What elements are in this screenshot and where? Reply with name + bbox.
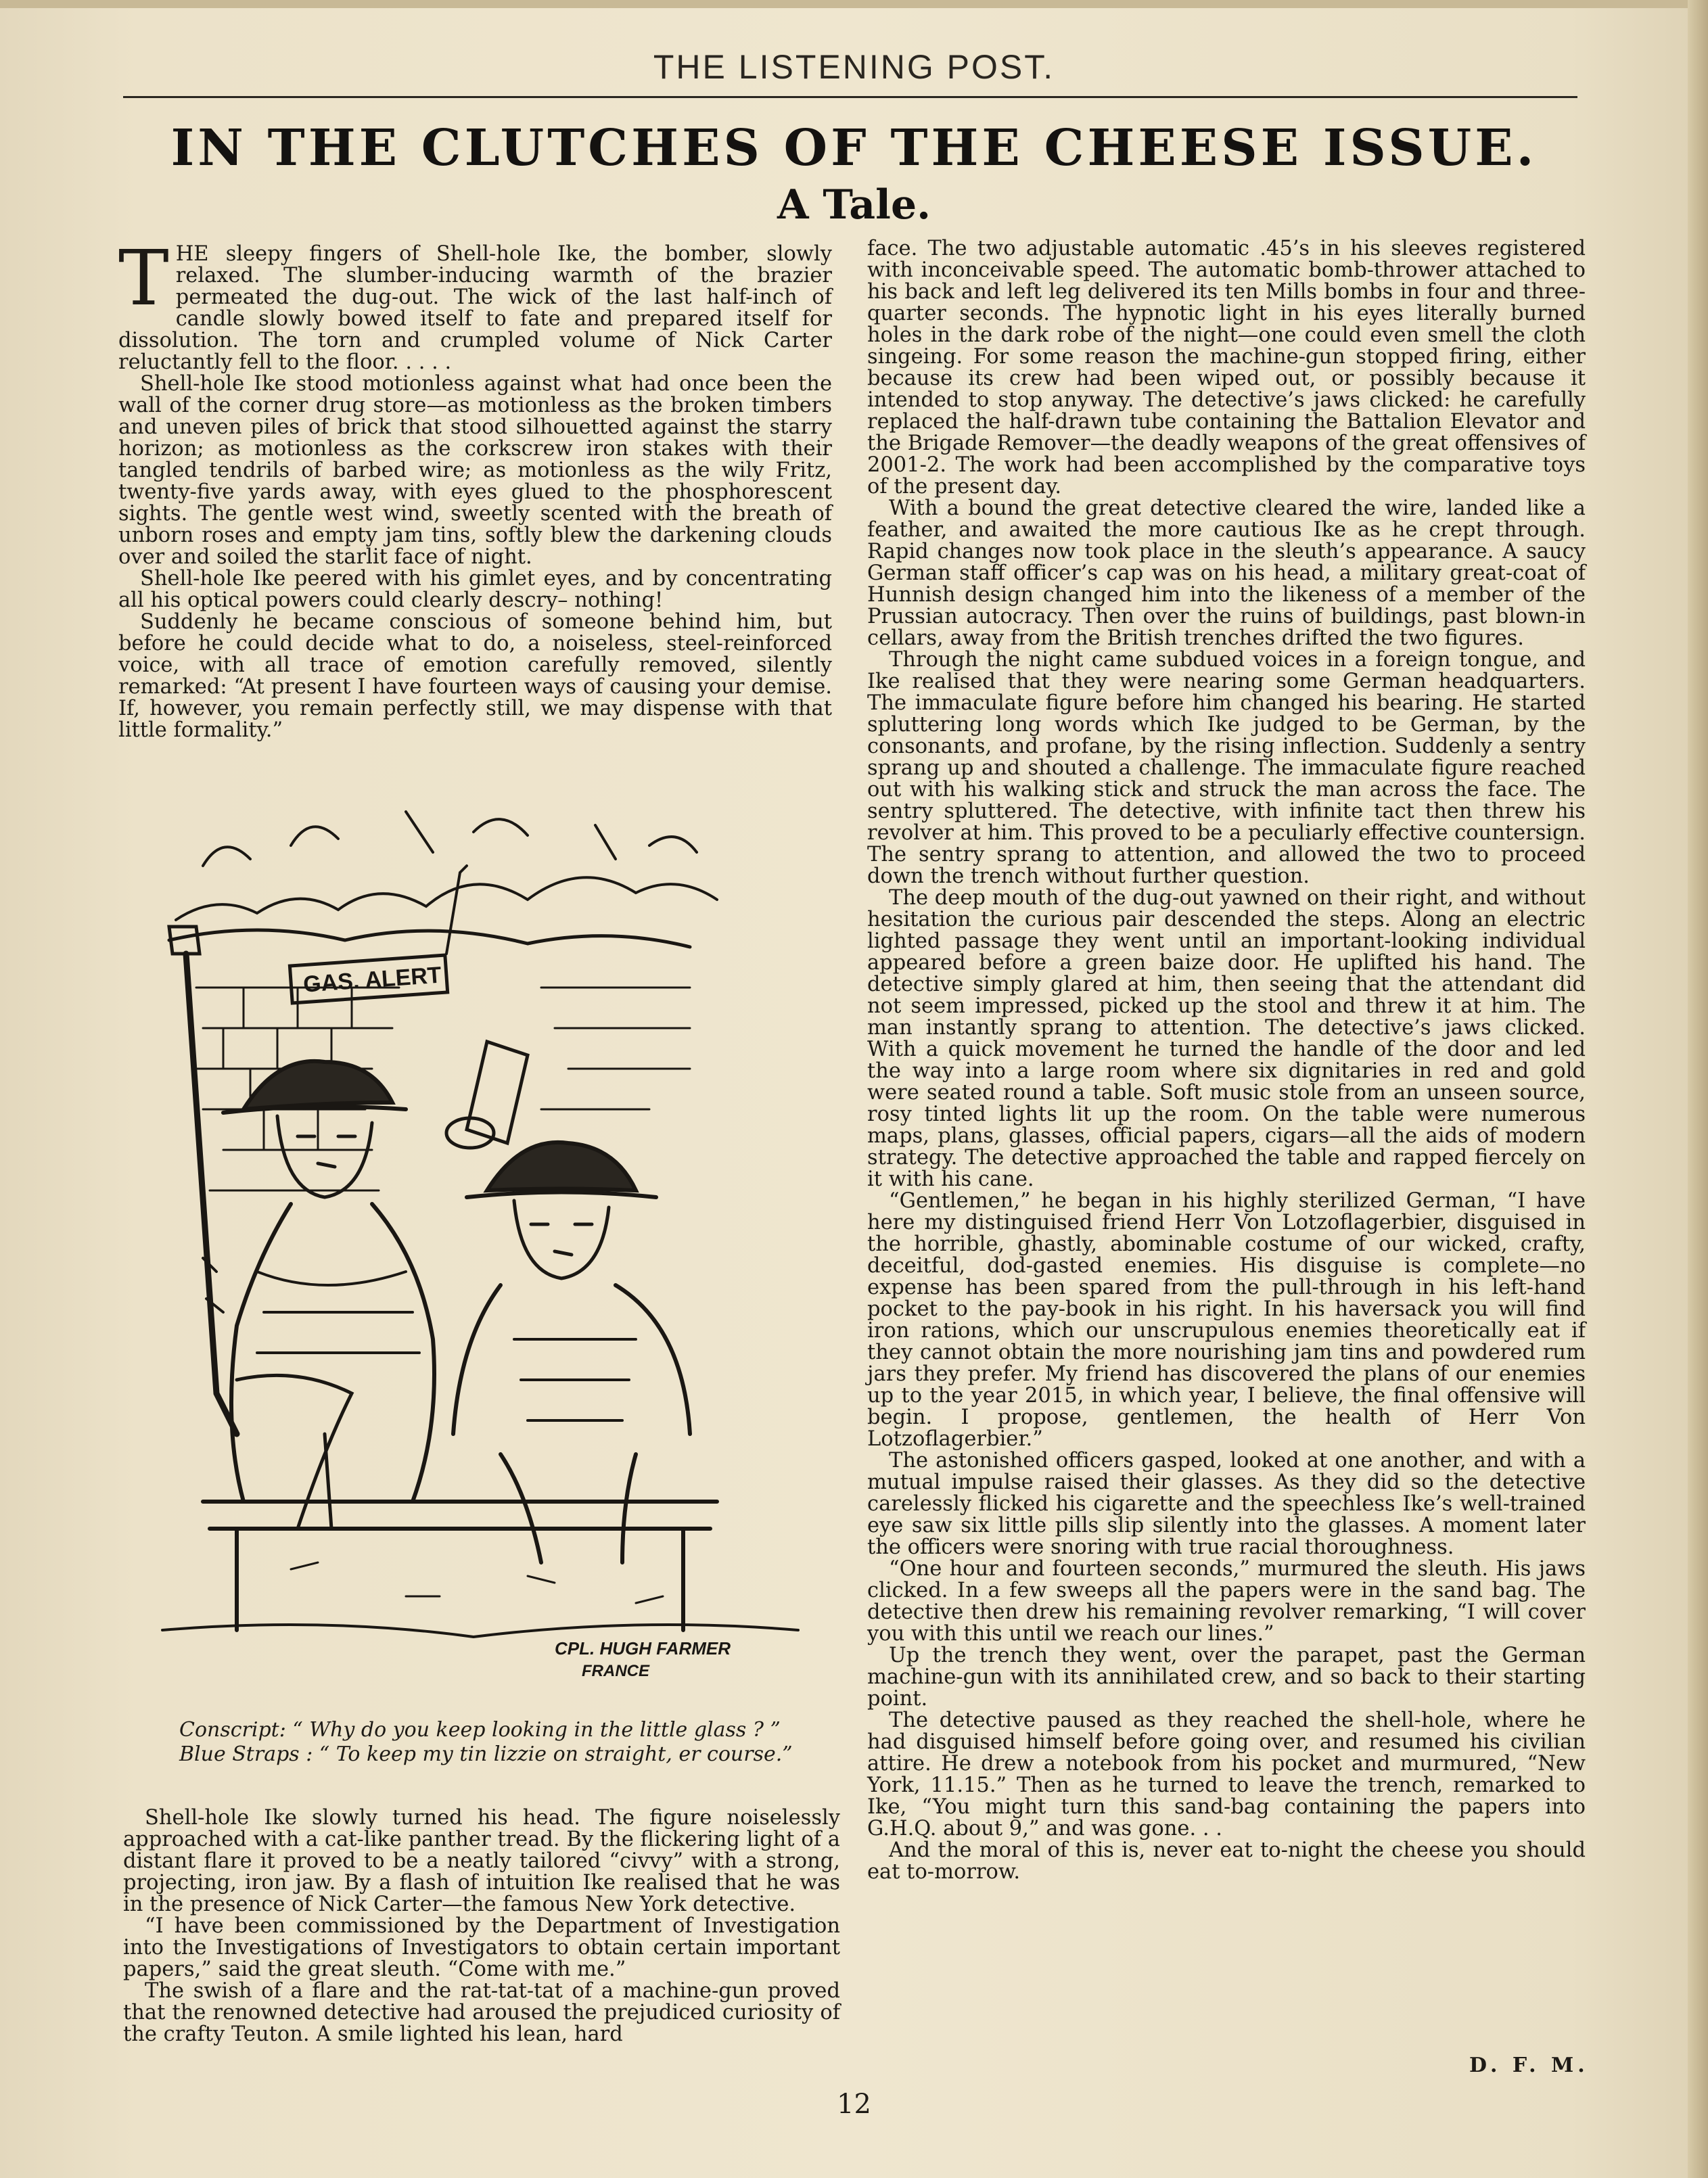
page-right-edge (1688, 0, 1708, 2178)
page-top-edge (0, 0, 1708, 8)
header-rule (123, 96, 1577, 98)
paragraph: The astonished officers gasped, looked at one another, and with a mutual impulse raised their glasses. As they did so the detective carelessly flicked his cigarette and the speechless Ike’s well-trained eye saw six little pills slip silently into the glasses. A moment later the officers were snoring with true racial thoroughness. (867, 1449, 1586, 1559)
left-column-top (118, 235, 832, 742)
article-title: IN THE CLUTCHES OF THE CHEESE ISSUE. (170, 119, 1538, 177)
paragraph: With a bound the great detective cleared the wire, landed like a feather, and awaited the more cautious Ike as he crept through. Rapid changes now took place in the sleuth’s appearance. A saucy German staff officer’s cap was on his head, a military great-coat of Hunnish design changed him into the likeness of a member of the Prussian autocracy. Then over the ruins of buildings, past blown-in cellars, away from the British trenches drifted the two figures. (867, 496, 1586, 650)
paragraph: The deep mouth of the dug-out yawned on their right, and without hesitation the curious pair descended the steps. Along an electric lighted passage they went until an important-looking individual appeared before a green baize door. He uplifted his hand. The detective simply glared at him, then seeing that the attendant did not seem impressed, picked up the stool and threw it at him. The man instantly sprang to attention. The detective’s jaws clicked. With a quick movement he turned the handle of the door and led the way into a large room where six dignitaries in red and gold were seated round a table. Soft music stole from an unseen source, rosy tinted lights lit up the room. On the table were numerous maps, plans, glasses, official papers, cigars—all the aids of modern strategy. The detective approached the table and rapped fiercely on it with his cane. (867, 886, 1586, 1191)
paragraph: Shell-hole Ike stood motionless against what had once been the wall of the corner drug store—as motionless as the broken timbers and uneven piles of brick that stood silhouetted against the starry horizon; as motionless as the corkscrew iron stakes with their tangled tendrils of barbed wire; as motionless as the wily Fritz, twenty-five yards away, with eyes glued to the phosphorescent sights. The gentle west wind, sweetly scented with the breath of unborn roses and empty jam tins, softly blew the darkening clouds over and soiled the starlit face of night. (118, 372, 832, 569)
artist-signature-line1: CPL. HUGH FARMER (555, 1638, 731, 1659)
paragraph: Shell-hole Ike peered with his gimlet eyes, and by concentrating all his optical powers could clearly descry– nothing! (118, 567, 832, 612)
author-initials: D. F. M. (1469, 2054, 1589, 2077)
paragraph: “Gentlemen,” he began in his highly sterilized German, “I have here my distinguised friend Herr Von Lotzoflagerbier, disguised in the horrible, ghastly, abominable costume of our wicked, crafty, deceitful, dod-gasted enemies. His disguise is complete—no expense has been spared from the pull-through in his left-hand pocket to the pay-book in his right. In his haversack you will find iron rations, which our unscrupulous enemies theoretically eat if they cannot obtain the more nourishing jam tins and powdered rum jars they prefer. My friend has discovered the plans of our enemies up to the year 2015, in which year, I believe, the final offensive will begin. I propose, gentlemen, the health of Herr Von Lotzoflagerbier.” (867, 1189, 1586, 1451)
caption-line: Conscript: “ Why do you keep looking in the little glass ? ” (179, 1718, 781, 1742)
paragraph: face. The two adjustable automatic .45’s in his sleeves registered with inconceivable speed. The automatic bomb-thrower attached to his back and left leg delivered its ten Mills bombs in four and three-quarter seconds. The hypnotic light in his eyes literally burned holes in the dark robe of the night—one could even smell the cloth singeing. For some reason the machine-gun stopped firing, either because its crew had been wiped out, or possibly because it intended to stop anyway. The detective’s jaws clicked: he carefully replaced the half-drawn tube containing the Battalion Elevator and the Brigade Remover—the deadly weapons of the great offensives of 2001-2. The work had been accomplished by the comparative toys of the present day. (867, 237, 1586, 499)
gas-alert-sign: GAS. ALERT (302, 962, 442, 998)
paragraph: Suddenly he became conscious of someone behind him, but before he could decide what to do, a noiseless, steel-reinforced voice, with all trace of emotion carefully removed, silently remarked: “At present I have fourteen ways of causing your demise. If, however, you remain perfectly still, we may dispense with that little formality.” (118, 610, 832, 742)
caption-line: Blue Straps : “ To keep my tin lizzie on straight, er course.” (179, 1742, 793, 1766)
paragraph: “One hour and fourteen seconds,” murmured the sleuth. His jaws clicked. In a few sweeps all the papers were in the sand bag. The detective then drew his remaining revolver remarking, “I will cover you with this until we reach our lines.” (867, 1557, 1586, 1646)
paragraph: “I have been commissioned by the Department of Investigation into the Investigations of Investigators to obtain certain important papers,” said the great sleuth. “Come with me.” (123, 1914, 840, 1981)
paragraph: The detective paused as they reached the shell-hole, where he had disguised himself before going over, and resumed his civilian attire. He drew a notebook from his pocket and murmured, “New York, 11.15.” Then as he turned to leave the trench, remarked to Ike, “You might turn this sand-bag containing the papers into G.H.Q. about 9,” and was gone. . . (867, 1709, 1586, 1840)
cartoon-caption (179, 1718, 856, 1767)
cartoon-illustration (122, 785, 852, 1684)
artist-signature-line2: FRANCE (582, 1662, 649, 1680)
paragraph: Up the trench they went, over the parapet, past the German machine-gun with its annihilated crew, and so back to their starting point. (867, 1644, 1586, 1711)
running-head: THE LISTENING POST. (653, 48, 1055, 86)
paragraph: Shell-hole Ike slowly turned his head. The figure noiselessly approached with a cat-like panther tread. By the flickering light of a distant flare it proved to be a neatly tailored “civvy” with a strong, projecting, iron jaw. By a flash of intuition Ike realised that he was in the presence of Nick Carter—the famous New York detective. (123, 1806, 840, 1916)
left-column-bottom (123, 1807, 840, 2045)
article-subtitle: A Tale. (777, 181, 931, 229)
page-number: 12 (837, 2089, 871, 2120)
paragraph: And the moral of this is, never eat to-night the cheese you should eat to-morrow. (867, 1838, 1586, 1884)
paragraph-text: HE sleepy fingers of Shell-hole Ike, the bomber, slowly relaxed. The slumber-inducing warmth of the brazier permeated the dug-out. The wick of the last half-inch of candle slowly bowed itself to fate and prepared itself for dissolution. The torn and crumpled volume of Nick Carter reluctantly fell to the floor. . . . . (118, 242, 832, 374)
drop-cap: T (118, 235, 169, 323)
paragraph: Through the night came subdued voices in a foreign tongue, and Ike realised that they were nearing some German headquarters. The immaculate figure before him changed his bearing. He started spluttering long words which Ike judged to be German, by the consonants, and profane, by the rising inflection. Suddenly a sentry sprang up and shouted a challenge. The immaculate figure reached out with his walking stick and struck the man across the face. The sentry spluttered. The detective, with infinite tact then threw his revolver at him. This proved to be a peculiarly effective countersign. The sentry sprang to attention, and allowed the two to proceed down the trench without further question. (867, 648, 1586, 888)
paragraph: The swish of a flare and the rat-tat-tat of a machine-gun proved that the renowned detective had aroused the prejudiced curiosity of the crafty Teuton. A smile lighted his lean, hard (123, 1979, 840, 2046)
right-column (867, 238, 1586, 1883)
paragraph-opening (118, 235, 832, 374)
